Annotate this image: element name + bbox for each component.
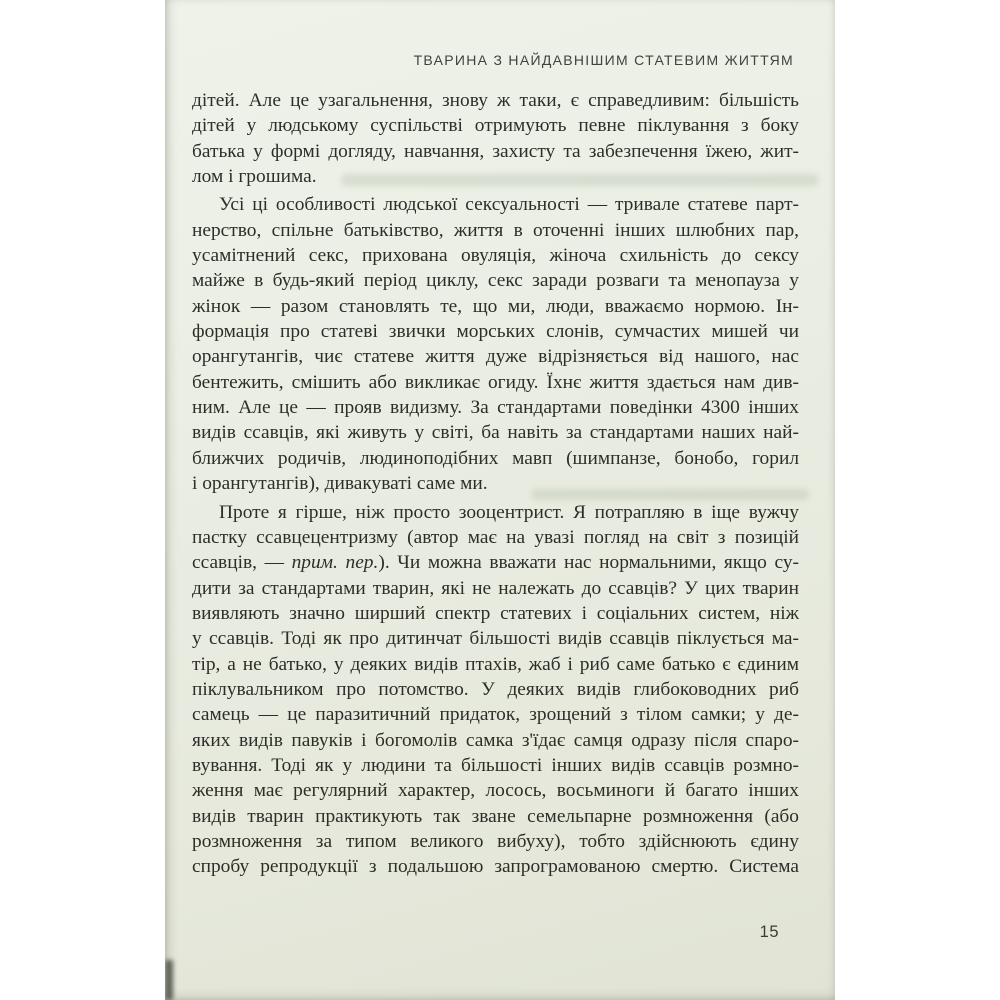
text-line: нерство, спільне батьківство, життя в оточенні інших шлюбних пар, — [192, 219, 799, 241]
paragraph — [192, 500, 799, 880]
text-line: видів тварин практикують так зване семельпарне розмноження (або — [192, 805, 799, 827]
text-line: лом і грошима. — [192, 166, 317, 188]
text-line: видів ссавців, які живуть у світі, ба навіть за стандартами наших най- — [192, 422, 799, 444]
text-line: дити за стандартами тварин, які не належать до ссавців? У цих тварин — [192, 577, 799, 599]
text-line: піклувальником про потомство. У деяких видів глибоководних риб — [192, 678, 799, 700]
running-header: ТВАРИНА З НАЙДАВНІШИМ СТАТЕВИМ ЖИТТЯМ — [413, 52, 794, 68]
text-line: яких видів павуків і богомолів самка з'їдає самця одразу після спаро- — [192, 729, 799, 751]
text-line: у ссавців. Тоді як про дитинчат більшості видів ссавців піклується ма- — [192, 628, 799, 650]
text-line: виявляють значно ширший спектр статевих і соціальних систем, ніж — [192, 602, 799, 624]
text-line: ним. Але це — прояв видизму. За стандартами поведінки 4300 інших — [192, 397, 799, 419]
text-line: ссавців, — прим. пер.). Чи можна вважати нас нормальними, якщо су- — [192, 552, 799, 574]
paragraph — [192, 88, 799, 189]
text-line: Проте я гірше, ніж просто зооцентрист. Я потрапляю в іще вужчу — [219, 501, 799, 523]
text-line: дітей у людському суспільстві отримують певне піклування з боку — [192, 115, 799, 137]
text-line: орангутангів, чиє статеве життя дуже відрізняється від нашого, нас — [192, 346, 799, 368]
text-line: розмноження за типом великого вибуху), тобто здійснюють єдину — [192, 830, 799, 852]
text-line: дітей. Але це узагальнення, знову ж таки, є справедливим: більшість — [192, 90, 799, 111]
text-line: ближчих родичів, людиноподібних мавп (шимпанзе, бонобо, горил — [192, 447, 799, 469]
text-line: тір, а не батько, у деяких видів птахів, жаб і риб саме батько є єдиним — [192, 653, 799, 675]
text-line: і орангутангів), дивакуваті саме ми. — [192, 473, 488, 495]
paragraph — [192, 192, 799, 496]
text-line: формація про статеві звички морських слонів, сумчастих мишей чи — [192, 321, 799, 343]
text-line: жінок — разом становлять те, що ми, люди, вважаємо нормою. Ін- — [192, 295, 799, 317]
text-line: усамітнений секс, прихована овуляція, жіноча схильність до сексу — [192, 245, 799, 267]
text-line: майже в будь-який період циклу, секс заради розваги та менопауза у — [192, 270, 799, 292]
text-line: ження має регулярний характер, лосось, восьминоги й багато інших — [192, 780, 799, 802]
body-text — [192, 88, 799, 880]
text-line: батька у формі догляду, навчання, захисту та забезпечення їжею, жит- — [192, 140, 799, 162]
page-number: 15 — [759, 923, 779, 941]
text-line: самець — це паразитичний придаток, зрощений з тілом самки; у де- — [192, 704, 799, 726]
book-page-photo — [165, 0, 835, 1000]
text-line: бентежить, смішить або викликає огиду. Їхнє життя здається нам див- — [192, 371, 799, 393]
text-line: спробу репродукції з подальшою запрограмованою смертю. Система — [192, 856, 799, 878]
text-line: вування. Тоді як у людини та більшості інших видів ссавців розмно- — [192, 754, 799, 776]
text-line: Усі ці особливості людської сексуальності — тривале статеве парт- — [219, 194, 799, 216]
text-line: пастку ссавцецентризму (автор має на увазі погляд на світ з позицій — [192, 526, 799, 548]
page-edge-shadow — [165, 960, 173, 1000]
